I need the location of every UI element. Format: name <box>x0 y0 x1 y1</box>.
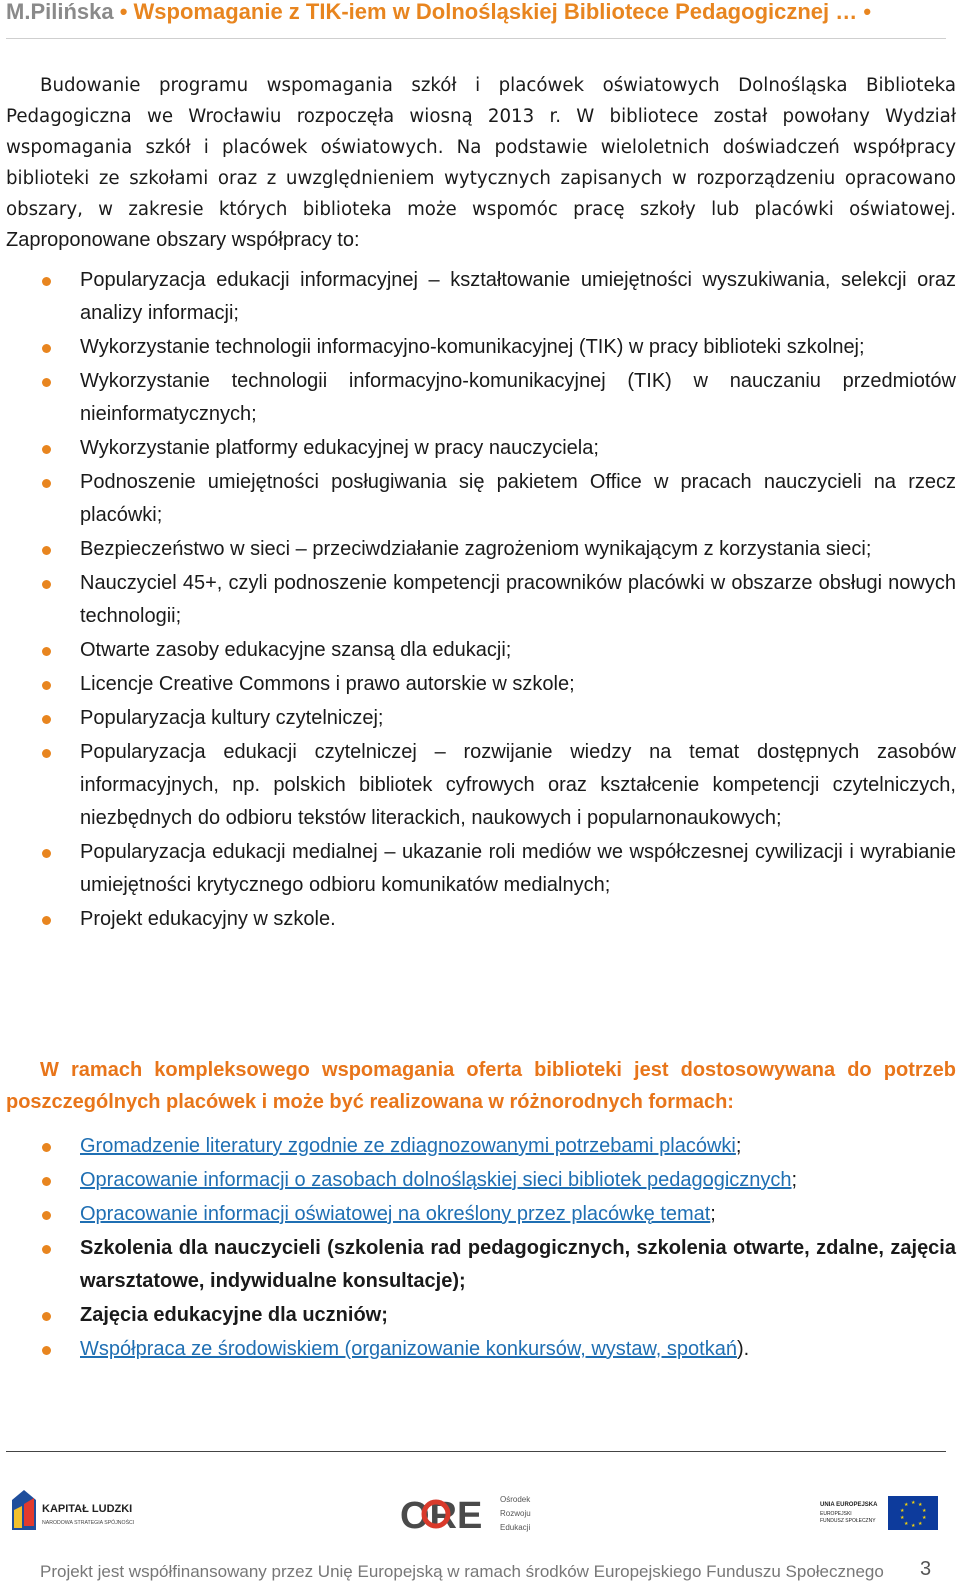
list-item: Wykorzystanie technologii informacyjno-komunikacyjnej (TIK) w nauczaniu przedmiotów nieinformatycznych; <box>0 365 956 431</box>
svg-text:★: ★ <box>904 1521 909 1527</box>
svg-text:ORE: ORE <box>400 1495 483 1537</box>
list-item: Wykorzystanie platformy edukacyjnej w pracy nauczyciela; <box>0 432 956 465</box>
list-item: Opracowanie informacji o zasobach dolnośląskiej sieci bibliotek pedagogicznych; <box>0 1164 956 1197</box>
running-header <box>6 0 946 39</box>
bullet-icon <box>42 749 51 758</box>
svg-text:UNIA EUROPEJSKA: UNIA EUROPEJSKA <box>820 1502 878 1508</box>
intro-paragraph <box>6 70 956 256</box>
svg-text:Ośrodek: Ośrodek <box>500 1495 531 1504</box>
svg-text:★: ★ <box>900 1508 905 1514</box>
bullet-icon <box>42 580 51 589</box>
svg-text:Edukacji: Edukacji <box>500 1523 531 1532</box>
offer-heading: W ramach kompleksowego wspomagania oferta biblioteki jest dostosowywana do potrzeb poszczególnych placówek i może być realizowana w różnorodnych formach: <box>6 1059 956 1113</box>
svg-text:★: ★ <box>922 1508 927 1514</box>
svg-text:EUROPEJSKI: EUROPEJSKI <box>820 1511 852 1517</box>
ore-logo <box>400 1488 550 1540</box>
page-number: 3 <box>920 1558 932 1580</box>
list-item: Popularyzacja edukacji informacyjnej – kształtowanie umiejętności wyszukiwania, selekcji oraz analizy informacji; <box>0 264 956 330</box>
list-item: Bezpieczeństwo w sieci – przeciwdziałanie zagrożeniom wynikającym z korzystania sieci; <box>0 533 956 566</box>
bullet-icon <box>42 1346 51 1355</box>
link-informacja-oswiatowa[interactable]: Opracowanie informacji oświatowej na określony przez placówkę temat <box>80 1203 711 1225</box>
bullet-separator: • <box>863 0 872 24</box>
svg-text:NARODOWA STRATEGIA SPÓJNOŚCI: NARODOWA STRATEGIA SPÓJNOŚCI <box>42 1520 135 1526</box>
footer-text: Projekt jest współfinansowany przez Unię Europejską w ramach środków Europejskiego Funduszu Społecznego <box>40 1562 884 1581</box>
list-item: Współpraca ze środowiskiem (organizowanie konkursów, wystaw, spotkań). <box>0 1333 956 1366</box>
bullet-icon <box>42 849 51 858</box>
svg-text:★: ★ <box>922 1515 927 1521</box>
bullet-icon <box>42 546 51 555</box>
list-item: Wykorzystanie technologii informacyjno-komunikacyjnej (TIK) w pracy biblioteki szkolnej; <box>0 331 956 364</box>
svg-text:★: ★ <box>918 1521 923 1527</box>
bullet-icon <box>42 1211 51 1220</box>
bullet-icon <box>42 277 51 286</box>
bullet-icon <box>42 647 51 656</box>
bullet-icon <box>42 344 51 353</box>
svg-text:★: ★ <box>904 1502 909 1508</box>
svg-text:KAPITAŁ LUDZKI: KAPITAŁ LUDZKI <box>42 1503 133 1515</box>
link-zasoby[interactable]: Opracowanie informacji o zasobach dolnośląskiej sieci bibliotek pedagogicznych <box>80 1169 792 1191</box>
list-item: Opracowanie informacji oświatowej na określony przez placówkę temat; <box>0 1198 956 1231</box>
svg-text:★: ★ <box>900 1515 905 1521</box>
kapital-ludzki-logo <box>10 1486 160 1538</box>
footer-divider <box>6 1451 946 1452</box>
list-item: Gromadzenie literatury zgodnie ze zdiagnozowanymi potrzebami placówki; <box>0 1130 956 1163</box>
svg-text:FUNDUSZ SPOŁECZNY: FUNDUSZ SPOŁECZNY <box>820 1518 876 1524</box>
bullet-icon <box>42 479 51 488</box>
bullet-icon <box>42 1312 51 1321</box>
header-title: Wspomaganie z TIK-iem w Dolnośląskiej Bibliotece Pedagogicznej … <box>133 0 858 24</box>
bullet-icon <box>42 715 51 724</box>
footer-logos <box>0 1480 960 1550</box>
svg-text:★: ★ <box>911 1523 916 1529</box>
bullet-separator: • <box>119 0 134 24</box>
list-item: Zajęcia edukacyjne dla uczniów; <box>0 1299 956 1332</box>
list-item: Nauczyciel 45+, czyli podnoszenie kompetencji pracowników placówki w obszarze obsługi nowych technologii; <box>0 567 956 633</box>
list-item: Podnoszenie umiejętności posługiwania się pakietem Office w pracach nauczycieli na rzecz placówki; <box>0 466 956 532</box>
list-item: Popularyzacja edukacji medialnej – ukazanie roli mediów we współczesnej cywilizacji i wyrabianie umiejętności krytycznego odbioru komunikatów medialnych; <box>0 836 956 902</box>
list-item: Popularyzacja edukacji czytelniczej – rozwijanie wiedzy na temat dostępnych zasobów informacyjnych, np. polskich bibliotek cyfrowych oraz kształcenie kompetencji czytelniczych, niezbędnych do odbioru tekstów literackich, naukowych i popularnonaukowych; <box>0 736 956 835</box>
list-item: Popularyzacja kultury czytelniczej; <box>0 702 956 735</box>
list-item: Szkolenia dla nauczycieli (szkolenia rad pedagogicznych, szkolenia otwarte, zdalne, zajęcia warsztatowe, indywidualne konsultacje); <box>0 1232 956 1298</box>
bullet-icon <box>42 1143 51 1152</box>
link-wspolpraca[interactable]: Współpraca ze środowiskiem (organizowanie konkursów, wystaw, spotkań <box>80 1338 737 1360</box>
intro-text: Budowanie programu wspomagania szkół i placówek oświatowych Dolnośląska Biblioteka Pedagogiczna we Wrocławiu rozpoczęła wiosną 2013 r. W bibliotece został powołany Wydział wspomagania szkół i placówek oświatowych. Na podstawie wieloletnich doświadczeń współpracy biblioteki ze szkołami oraz z uwzględnieniem wytycznych zapisanych w rozporządzeniu opracowano obszary, w zakresie których biblioteka może wspomóc pracę szkoły lub placówki oświatowej. <box>6 75 956 220</box>
bullet-icon <box>42 445 51 454</box>
list-item: Projekt edukacyjny w szkole. <box>0 903 956 936</box>
bullet-icon <box>42 916 51 925</box>
header-author: M.Pilińska <box>6 0 114 24</box>
bullet-icon <box>42 378 51 387</box>
svg-text:★: ★ <box>911 1500 916 1506</box>
svg-text:Rozwoju: Rozwoju <box>500 1509 531 1518</box>
areas-list <box>0 264 956 937</box>
list-item: Otwarte zasoby edukacyjne szansą dla edukacji; <box>0 634 956 667</box>
forms-list <box>0 1130 956 1367</box>
bullet-icon <box>42 681 51 690</box>
intro-lead: Zaproponowane obszary współpracy to: <box>6 229 360 251</box>
bullet-icon <box>42 1245 51 1254</box>
list-item: Licencje Creative Commons i prawo autorskie w szkole; <box>0 668 956 701</box>
bullet-icon <box>42 1177 51 1186</box>
link-gromadzenie[interactable]: Gromadzenie literatury zgodnie ze zdiagnozowanymi potrzebami placówki <box>80 1135 736 1157</box>
eu-logo <box>820 1494 940 1534</box>
svg-text:★: ★ <box>918 1502 923 1508</box>
